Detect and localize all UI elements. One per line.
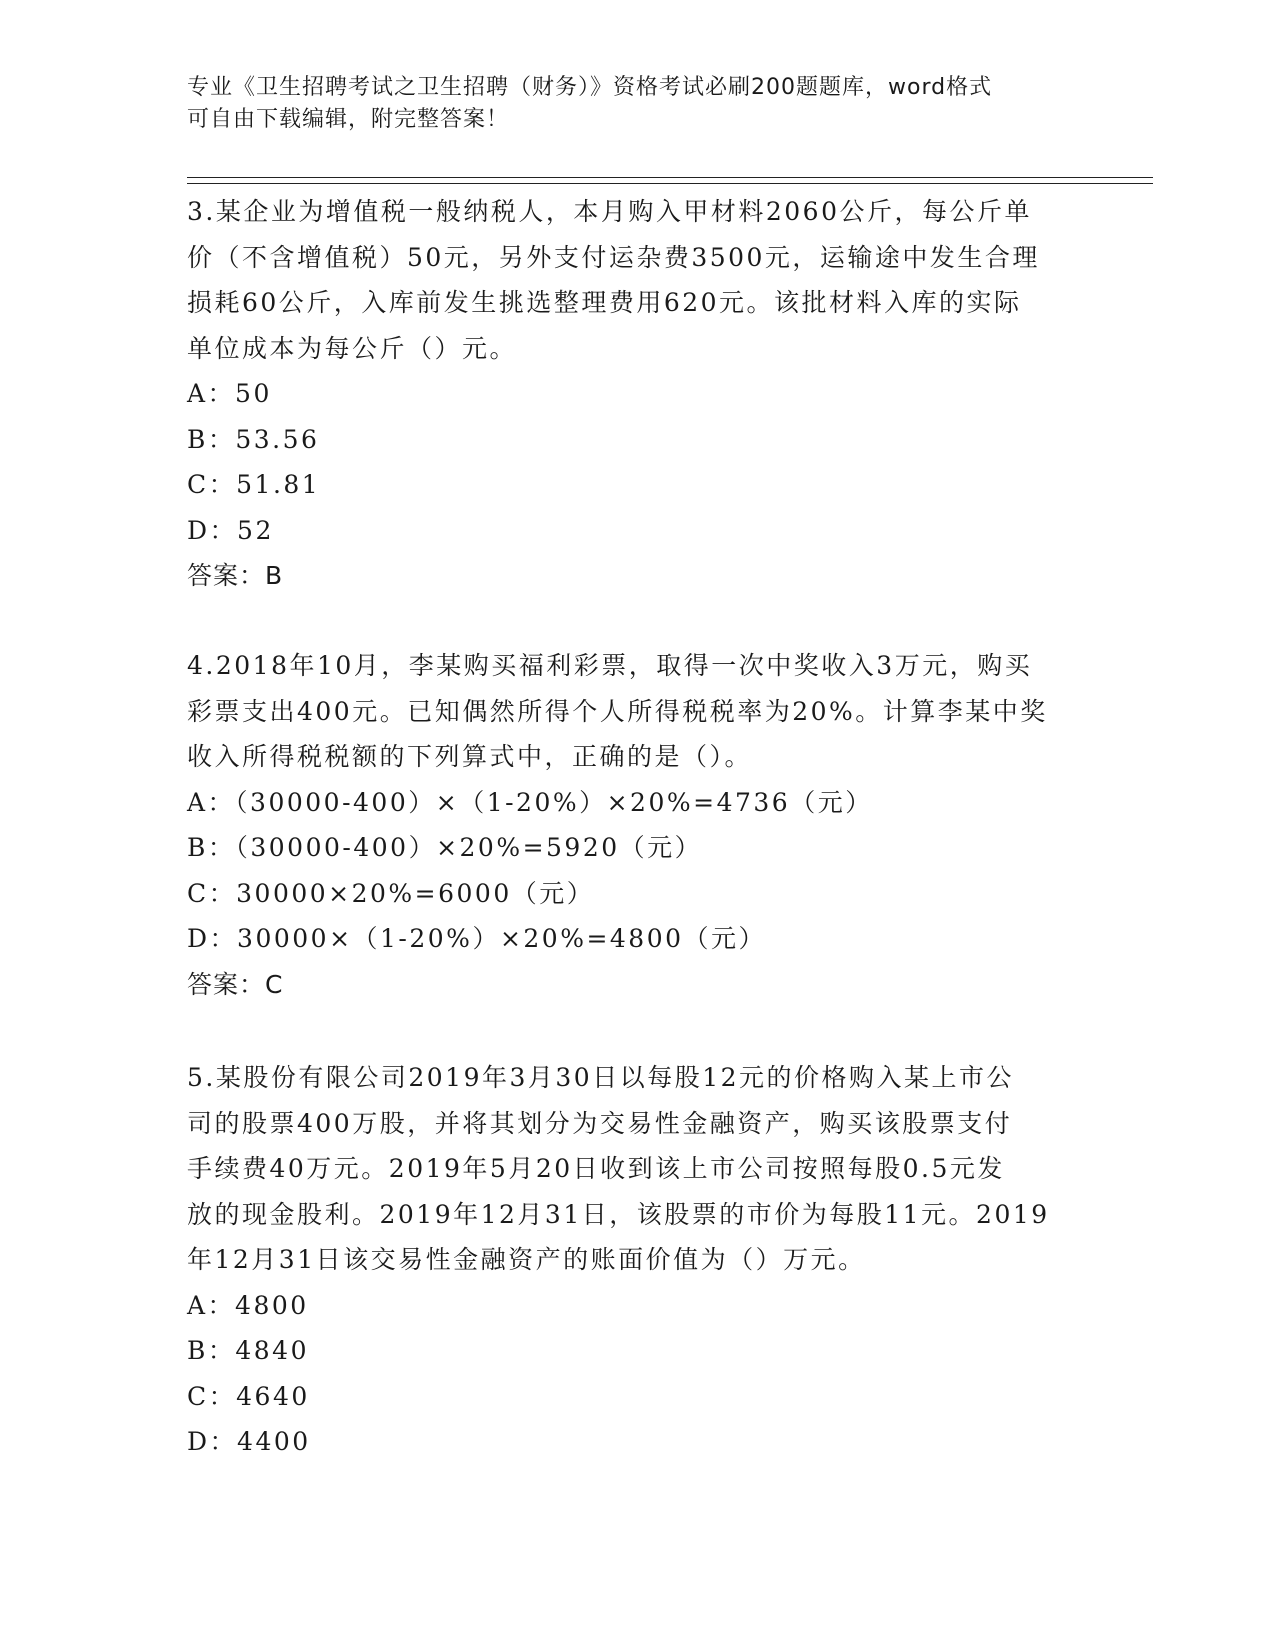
header-divider-top (187, 177, 1153, 178)
option-b: B：（30000-400）×20%=5920（元） (187, 833, 703, 862)
question-stem-line: 手续费40万元。2019年5月20日收到该上市公司按照每股0.5元发 (187, 1154, 1005, 1183)
question-stem-line: 放的现金股利。2019年12月31日，该股票的市价为每股11元。2019 (187, 1199, 1050, 1229)
header-line-1: 专业《卫生招聘考试之卫生招聘（财务）》资格考试必刷200题题库，word格式 (187, 75, 993, 100)
option-d: D：52 (187, 515, 274, 545)
question-stem-line: 3.某企业为增值税一般纳税人，本月购入甲材料2060公斤，每公斤单 (187, 197, 1032, 226)
option-c: C：4640 (187, 1381, 310, 1411)
question-stem-line: 彩票支出400元。已知偶然所得个人所得税税率为20%。计算李某中奖 (187, 696, 1048, 726)
question-5 (187, 1055, 1087, 1465)
option-c: C：30000×20%=6000（元） (187, 878, 595, 908)
header-line-2: 可自由下载编辑，附完整答案！ (187, 107, 510, 132)
option-a: A：50 (187, 379, 272, 408)
question-3 (187, 189, 1087, 599)
option-b: B：53.56 (187, 424, 320, 454)
question-stem-line: 5.某股份有限公司2019年3月30日以每股12元的价格购入某上市公 (187, 1063, 1015, 1092)
header-divider-bottom (187, 183, 1153, 184)
answer-label: 答案：B (187, 561, 284, 590)
option-b: B：4840 (187, 1336, 309, 1365)
question-stem-line: 单位成本为每公斤（）元。 (187, 333, 518, 363)
option-a: A：4800 (187, 1290, 309, 1320)
answer-label: 答案：C (187, 969, 284, 999)
question-stem-line: 损耗60公斤，入库前发生挑选整理费用620元。该批材料入库的实际 (187, 288, 1022, 317)
document-header (187, 72, 1067, 136)
question-stem-line: 司的股票400万股，并将其划分为交易性金融资产，购买该股票支付 (187, 1108, 1013, 1138)
question-stem-line: 收入所得税税额的下列算式中，正确的是（）。 (187, 742, 753, 771)
option-c: C：51.81 (187, 470, 321, 499)
option-d: D：30000×（1-20%）×20%=4800（元） (187, 924, 767, 953)
question-stem-line: 年12月31日该交易性金融资产的账面价值为（）万元。 (187, 1245, 866, 1274)
question-stem-line: 价（不含增值税）50元，另外支付运杂费3500元，运输途中发生合理 (187, 242, 1040, 272)
option-d: D：4400 (187, 1427, 311, 1456)
question-4 (187, 643, 1087, 1007)
question-stem-line: 4.2018年10月，李某购买福利彩票，取得一次中奖收入3万元，购买 (187, 651, 1033, 680)
option-a: A：（30000-400）×（1-20%）×20%=4736（元） (187, 787, 873, 817)
